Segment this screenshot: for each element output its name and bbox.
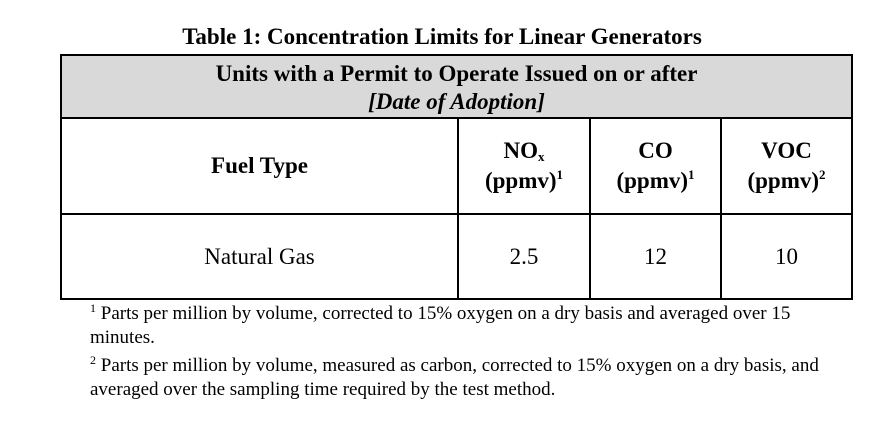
footnote-ref-1: 1 xyxy=(688,167,695,182)
footnotes xyxy=(90,302,860,406)
cell-nox: 2.5 xyxy=(509,243,539,269)
header-nox xyxy=(459,119,589,213)
header-fuel-type xyxy=(62,119,457,213)
banner-line-1: Units with a Permit to Operate Issued on or after xyxy=(215,61,698,86)
cell-fuel: Natural Gas xyxy=(204,243,315,269)
header-voc xyxy=(722,119,851,213)
banner-line-2: [Date of Adoption] xyxy=(368,89,545,114)
footnote-text: Parts per million by volume, measured as carbon, corrected to 15% oxygen on a dry basis, and averaged over the sampling time required by the test method. xyxy=(90,355,819,400)
footnote-mark: 2 xyxy=(90,353,96,367)
footnote-mark: 1 xyxy=(90,301,96,315)
footnote-2 xyxy=(90,354,860,402)
table-banner xyxy=(62,56,851,119)
header-voc-unit: (ppmv) xyxy=(747,168,820,193)
header-nox-unit: (ppmv) xyxy=(484,168,557,193)
footnote-text: Parts per million by volume, corrected to 15% oxygen on a dry basis and averaged over 15 minutes. xyxy=(90,303,791,348)
footnote-1 xyxy=(90,302,860,350)
header-voc-label: VOC xyxy=(761,138,812,163)
cell-voc: 10 xyxy=(775,243,798,269)
header-fuel-type-label: Fuel Type xyxy=(211,153,308,178)
footnote-ref-1: 1 xyxy=(556,167,564,182)
header-nox-subscript: x xyxy=(538,149,545,164)
header-co-label: CO xyxy=(638,138,673,163)
cell-co: 12 xyxy=(644,243,667,269)
header-nox-label: NO xyxy=(503,138,538,163)
table-caption: Table 1: Concentration Limits for Linear Generators xyxy=(182,24,702,49)
header-co xyxy=(591,119,720,213)
footnote-ref-2: 2 xyxy=(819,167,826,182)
header-co-unit: (ppmv) xyxy=(616,168,689,193)
concentration-limits-table xyxy=(60,54,853,300)
